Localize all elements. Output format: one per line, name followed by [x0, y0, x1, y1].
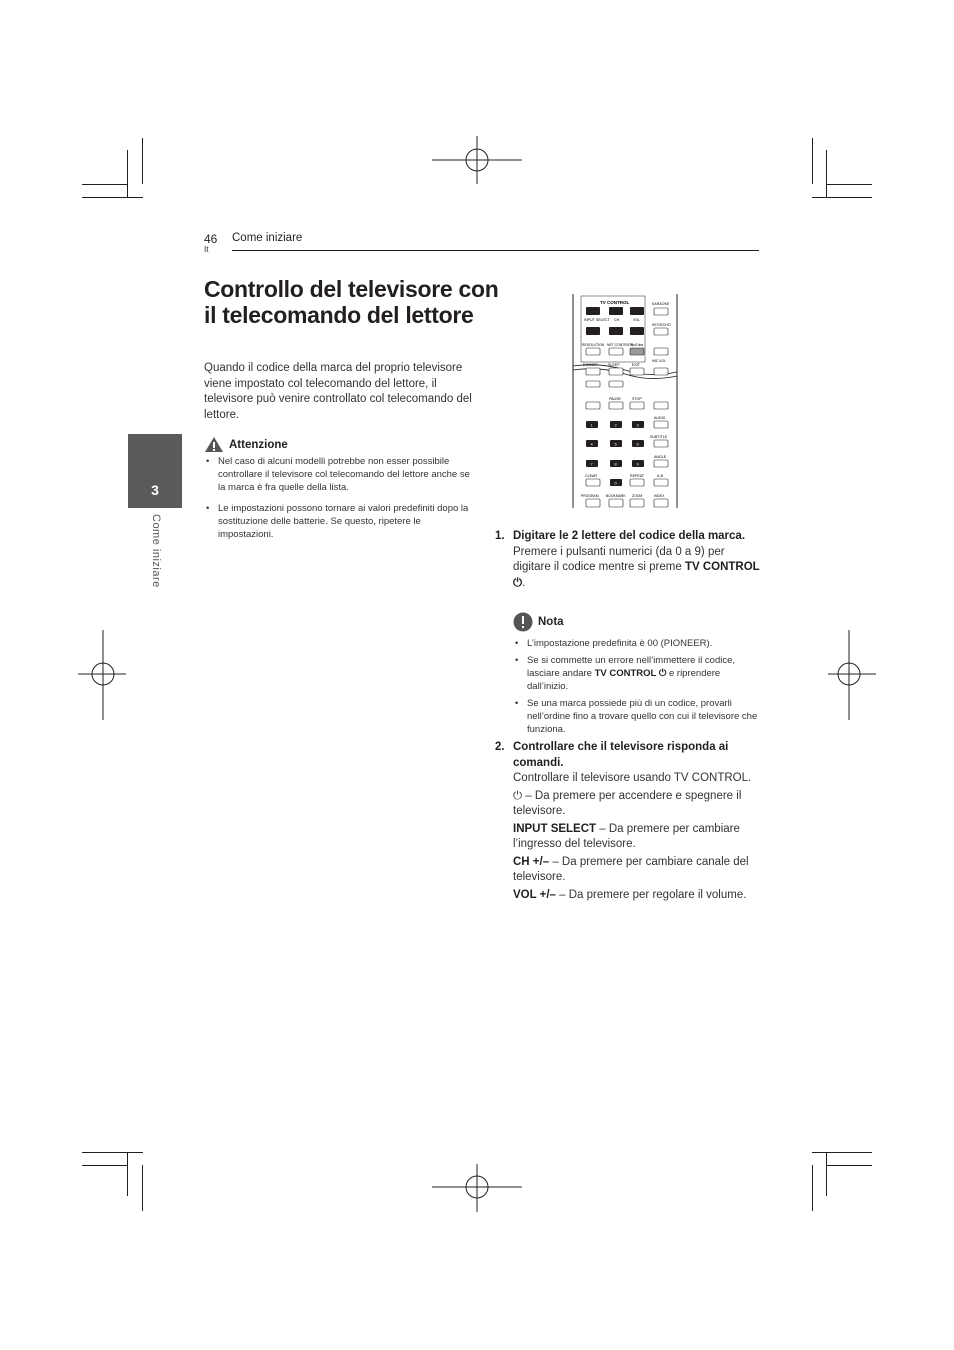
control-input-select: INPUT SELECT – Da premere per cambiare l’ingresso del televisore. — [513, 822, 740, 850]
remote-digit: 8 — [614, 461, 617, 467]
remote-karaoke-label: KARAOKE — [652, 302, 670, 306]
remote-bookmark-label: BOOKMARK — [606, 494, 626, 498]
remote-net-contents-label: NET CONTENTS — [607, 343, 634, 347]
note-item: • Se si commette un errore nell’immettere il codice, lasciare andare TV CONTROL ⏻ e riprendere dall’inizio. — [513, 654, 763, 693]
remote-digit: 7 — [590, 461, 593, 467]
remote-digit: 3 — [636, 422, 639, 428]
remote-digit: 5 — [614, 441, 617, 447]
note-list — [513, 637, 763, 744]
remote-dimmer-label: DIMMER — [583, 363, 598, 367]
remote-clear-label: CLEAR — [585, 474, 597, 478]
power-icon: ⏻ — [513, 789, 523, 802]
note-heading — [513, 612, 564, 632]
header-rule — [232, 250, 759, 251]
remote-stop-label: STOP — [632, 397, 642, 401]
caution-title: Attenzione — [229, 438, 288, 451]
note-item: • L’impostazione predefinita è 00 (PIONEER). — [513, 637, 763, 650]
step-number: 1. — [495, 530, 505, 542]
remote-input-select-label: INPUT SELECT — [584, 318, 610, 322]
remote-control-illustration — [570, 292, 680, 510]
registration-mark-right — [826, 628, 876, 722]
remote-subtitle-label: SUBTITLE — [650, 435, 668, 439]
remote-zoom-label: ZOOM — [632, 494, 643, 498]
step-body: Controllare il televisore usando TV CONTROL. — [513, 772, 752, 784]
remote-vol-label: VOL — [633, 318, 641, 322]
remote-digit: 4 — [590, 441, 593, 447]
remote-repeat-label: REPEAT — [630, 474, 645, 478]
page-number: 46 — [204, 232, 218, 246]
control-ch: CH +/– – Da premere per cambiare canale del televisore. — [513, 855, 749, 883]
running-header: Come iniziare — [232, 232, 303, 244]
registration-mark-left — [78, 628, 128, 722]
exclamation-icon — [513, 612, 533, 632]
chapter-label: Come iniziare — [150, 514, 162, 588]
remote-digit: 1 — [590, 422, 593, 428]
step-1 — [495, 529, 760, 591]
remote-keyecho-label: KEY/ECHO — [652, 323, 671, 327]
remote-angle-label: ANGLE — [654, 455, 667, 459]
page-title: Controllo del televisore con il telecomando del lettore — [204, 276, 499, 328]
remote-ab-label: A-B — [657, 474, 663, 478]
caution-list — [204, 455, 476, 549]
remote-sleep-label: SLEEP — [608, 363, 620, 367]
step-heading: Digitare le 2 lettere del codice della marca. — [513, 530, 746, 542]
warning-triangle-icon — [204, 436, 224, 453]
step-heading: Controllare che il televisore risponda ai comandi. — [513, 741, 729, 769]
step-number: 2. — [495, 741, 505, 753]
registration-mark-top — [430, 136, 524, 196]
remote-pause-label: PAUSE — [609, 397, 621, 401]
remote-youtube-label: YouTube — [630, 343, 644, 347]
tv-control-key: TV CONTROL ⏻ — [513, 561, 760, 589]
language-code: It — [204, 245, 209, 254]
remote-exit-label: EXIT — [632, 363, 640, 367]
remote-audio-label: AUDIO — [654, 416, 666, 420]
step-2 — [495, 740, 760, 903]
remote-ch-label: CH — [614, 318, 620, 322]
caution-item: • Nel caso di alcuni modelli potrebbe non esser possibile controllare il televisore col telecomando del lettore anche se la marca è fra quelle della lista. — [204, 455, 476, 494]
intro-paragraph: Quando il codice della marca del proprio televisore viene impostato col telecomando del lettore, il televisore può venire controllato col telecomando del lettore. — [204, 362, 472, 421]
control-power: ⏻ – Da premere per accendere e spegnere il televisore. — [513, 789, 742, 817]
remote-tv-control-label: TV CONTROL — [600, 300, 630, 305]
registration-mark-bottom — [430, 1160, 524, 1216]
remote-digit: 0 — [614, 480, 617, 486]
note-title: Nota — [538, 616, 564, 628]
note-item: • Se una marca possiede più di un codice, provarli nell’ordine fino a trovare quello con cui il televisore che funziona. — [513, 697, 763, 736]
remote-index-label: INDEX — [654, 494, 665, 498]
control-vol: VOL +/– – Da premere per regolare il volume. — [513, 888, 747, 901]
remote-digit: 6 — [636, 441, 639, 447]
caution-item: • Le impostazioni possono tornare ai valori predefiniti dopo la sostituzione delle batterie. Se questo, ripetere le impostazioni. — [204, 502, 476, 541]
remote-mic-vol-label: MIC VOL — [652, 359, 666, 363]
remote-digit: 9 — [636, 461, 639, 467]
chapter-number: 3 — [151, 482, 159, 498]
remote-resolution-label: RESOLUTION — [582, 343, 605, 347]
step-body: Premere i pulsanti numerici (da 0 a 9) per digitare il codice mentre si preme TV CONTROL ⏻. — [513, 545, 760, 589]
remote-program-label: PROGRAM — [581, 494, 599, 498]
caution-heading — [204, 436, 288, 453]
remote-digit: 2 — [614, 422, 617, 428]
tv-control-key: TV CONTROL ⏻ — [594, 668, 667, 679]
